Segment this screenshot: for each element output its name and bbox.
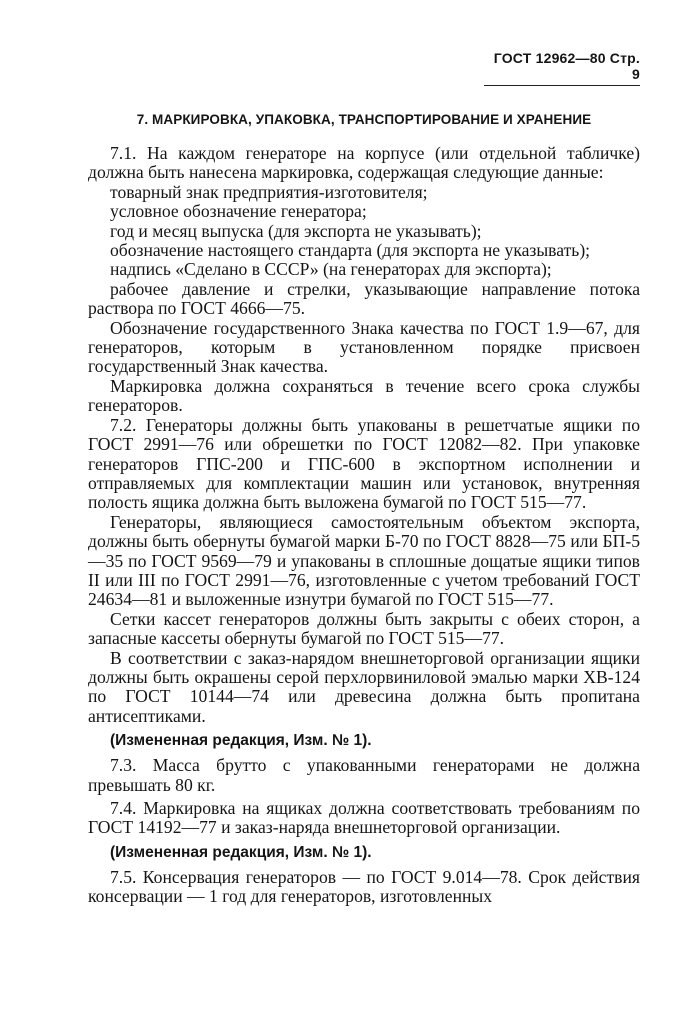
amendment-note: (Измененная редакция, Изм. № 1). [110,843,372,861]
paragraph-7-2: 7.2. Генераторы должны быть упакованы в решетчатые ящики по ГОСТ 2991—76 или обрешетки по ГОСТ 12082—82. При упаковке генераторов ГПС-200 и ГПС-600 в экспортном исполнении и отправляемых для комплектации машин или установок, внутренняя полость ящика должна быть выложена бумагой по ГОСТ 515—77. [88,414,640,513]
document-page [88,50,640,907]
paragraph-quality-mark: Обозначение государственного Знака качества по ГОСТ 1.9—67, для генераторов, которым в установленном порядке присвоен государственный Знак качества. [88,317,640,377]
list-item-pressure-arrows: рабочее давление и стрелки, указывающие направление потока раствора по ГОСТ 4666—75. [88,278,640,319]
paragraph-7-4: 7.4. Маркировка на ящиках должна соответствовать требованиям по ГОСТ 14192—77 и заказ-наряда внешнеторговой организации. [88,798,640,838]
section-title: 7. МАРКИРОВКА, УПАКОВКА, ТРАНСПОРТИРОВАНИЕ И ХРАНЕНИЕ [136,112,592,127]
paragraph-marking-durability: Маркировка должна сохраняться в течение всего срока службы генераторов. [88,375,640,416]
list-item-trademark: товарный знак предприятия-изготовителя; [110,181,428,202]
paragraph-cassette-nets: Сетки кассет генераторов должны быть закрыты с обеих сторон, а запасные кассеты обернуты бумагой по ГОСТ 515—77. [88,608,640,649]
list-item-made-in-ussr: надпись «Сделано в СССР» (на генераторах для экспорта); [110,259,552,280]
list-item-production-date: год и месяц выпуска (для экспорта не указывать); [110,220,482,241]
amendment-note: (Измененная редакция, Изм. № 1). [110,732,372,750]
paragraph-7-1: 7.1. На каждом генераторе на корпусе (или отдельной табличке) должна быть нанесена маркировка, содержащая следующие данные: [88,143,640,183]
paragraph-export-packing: Генераторы, являющиеся самостоятельным объектом экспорта, должны быть обернуты бумагой марки Б-70 по ГОСТ 8828—75 или БП-5—35 по ГОСТ 9569—79 и упакованы в сплошные дощатые ящики типов II или III по ГОСТ 2991—76, изготовленные с учетом требований ГОСТ 24634—81 и выложенные изнутри бумагой по ГОСТ 515—77. [88,511,640,610]
list-item-standard: обозначение настоящего стандарта (для экспорта не указывать); [110,240,591,261]
paragraph-7-3: 7.3. Масса брутто с упакованными генераторами не должна превышать 80 кг. [88,755,640,795]
document-body [88,144,640,907]
paragraph-painting: В соответствии с заказ-нарядом внешнеторговой организации ящики должны быть окрашены серой перхлорвиниловой эмалью марки ХВ-124 по ГОСТ 10144—74 или древесина должна быть пропитана антисептиками. [88,647,640,726]
paragraph-7-5: 7.5. Консервация генераторов — по ГОСТ 9.014—78. Срок действия консервации — 1 год для генераторов, изготовленных [88,866,640,907]
list-item-designation: условное обозначение генератора; [110,201,367,222]
page-header: ГОСТ 12962—80 Стр. 9 [484,50,640,86]
